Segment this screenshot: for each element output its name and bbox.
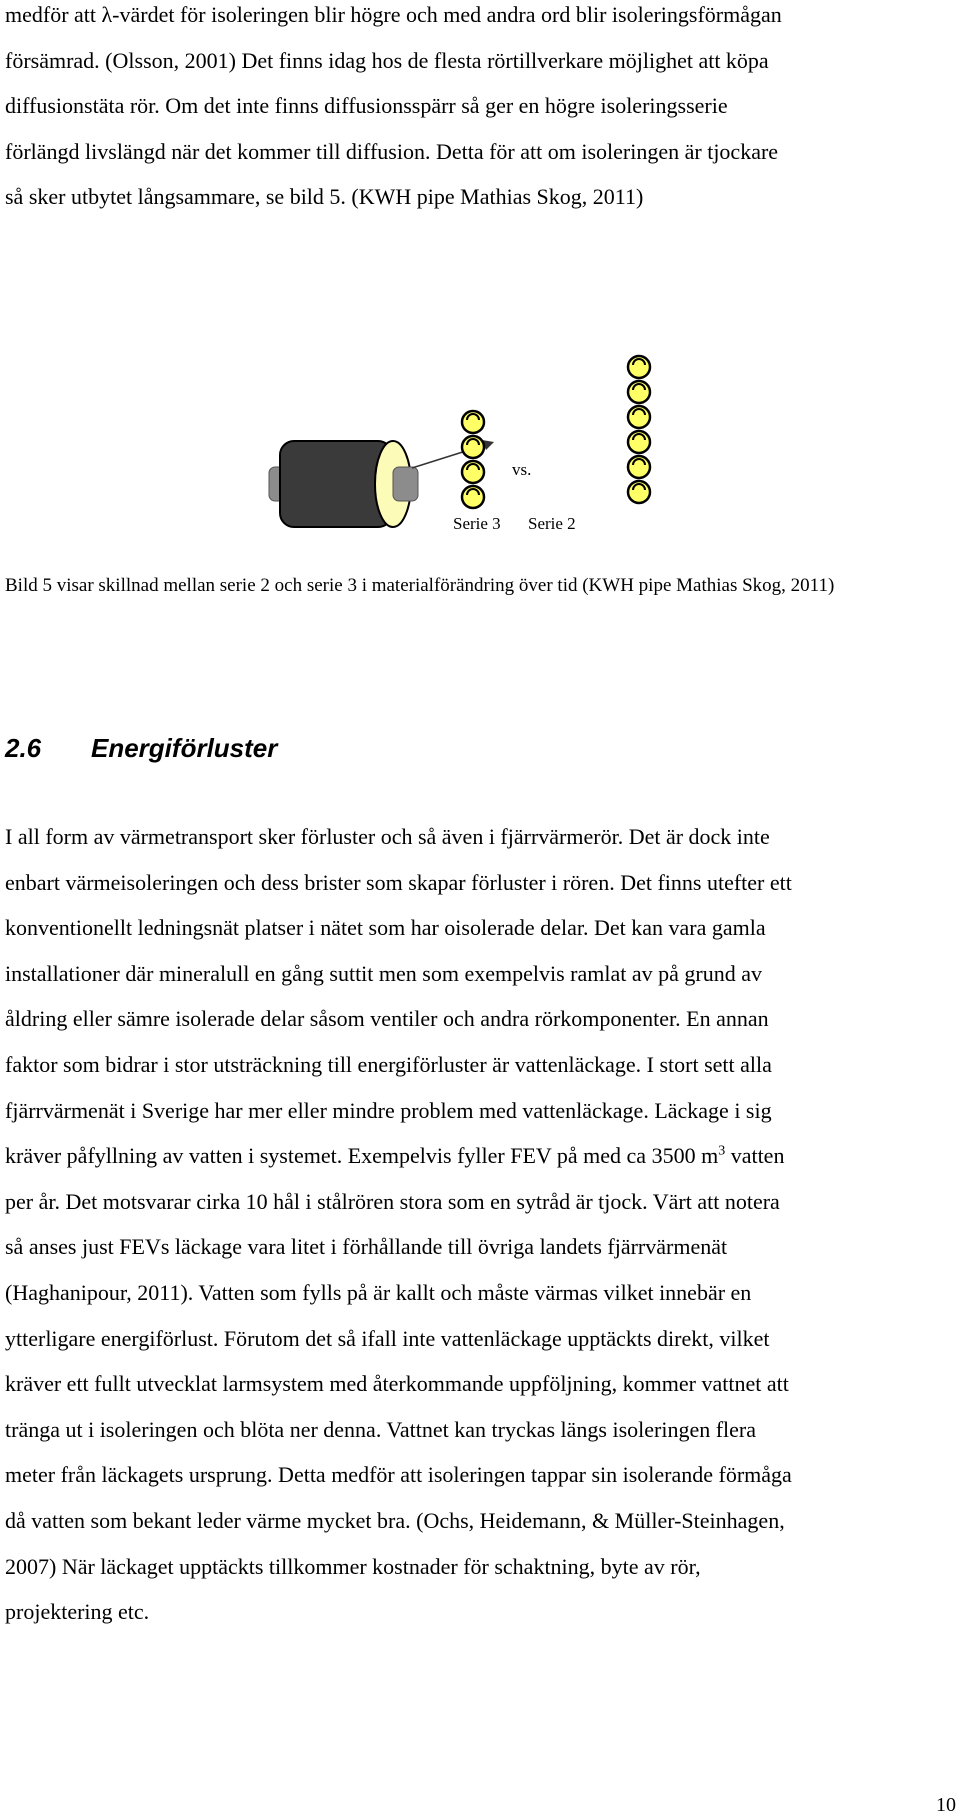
section-title: Energiförluster	[91, 733, 278, 763]
text-line: tränga ut i isoleringen och blöta ner denna. Vattnet kan tryckas längs isoleringen flera	[5, 1416, 757, 1442]
molecule-ball	[628, 381, 650, 403]
molecule-ball	[462, 486, 484, 508]
text-line-start: kräver påfyllning av vatten i systemet. Exempelvis fyller FEV på med ca 3500 m	[5, 1143, 719, 1169]
text-line: enbart värmeisoleringen och dess brister som skapar förluster i rören. Det finns utefter ett	[5, 869, 792, 895]
vs-label: vs.	[512, 460, 532, 479]
page-number: 10	[936, 1794, 956, 1816]
text-line: åldring eller sämre isolerade delar såsom ventiler och andra rörkomponenter. En annan	[5, 1006, 769, 1032]
molecule-ball	[628, 431, 650, 453]
text-line: meter från läckagets ursprung. Detta medför att isoleringen tappar sin isolerande förmåga	[5, 1462, 792, 1488]
molecule-ball	[628, 456, 650, 478]
pipe-diagram	[260, 340, 700, 540]
serie2-ball-column	[628, 356, 650, 503]
text-line: då vatten som bekant leder värme mycket bra. (Ochs, Heidemann, & Müller-Steinhagen,	[5, 1507, 785, 1533]
text-line: försämrad. (Olsson, 2001) Det finns idag hos de flesta rörtillverkare möjlighet att köpa	[5, 47, 769, 73]
text-line: faktor som bidrar i stor utsträckning till energiförluster är vattenläckage. I stort sett alla	[5, 1051, 772, 1077]
text-line: så anses just FEVs läckage vara litet i förhållande till övriga landets fjärrvärmenät	[5, 1234, 728, 1260]
serie3-label: Serie 3	[453, 514, 501, 533]
text-line-end: vatten	[725, 1143, 785, 1169]
text-line: konventionellt ledningsnät platser i nätet som har oisolerade delar. Det kan vara gamla	[5, 915, 766, 941]
text-line: förlängd livslängd när det kommer till diffusion. Detta för att om isoleringen är tjockare	[5, 138, 779, 164]
serie2-label: Serie 2	[528, 514, 576, 533]
text-line: 2007) När läckaget upptäckts tillkommer kostnader för schaktning, byte av rör,	[5, 1553, 701, 1579]
figure-caption: Bild 5 visar skillnad mellan serie 2 och serie 3 i materialförändring över tid (KWH pipe Mathias Skog, 2011)	[5, 575, 835, 596]
text-line	[5, 1133, 951, 1179]
section-heading	[5, 733, 277, 764]
text-line: kräver ett fullt utvecklat larmsystem med återkommande uppföljning, kommer vattnet att	[5, 1371, 789, 1397]
text-line: I all form av värmetransport sker förluster och så även i fjärrvärmerör. Det är dock inte	[5, 824, 770, 849]
pipe-core-right	[393, 467, 418, 501]
text-line: fjärrvärmenät i Sverige har mer eller mindre problem med vattenläckage. Läckage i sig	[5, 1097, 772, 1123]
serie3-ball-column	[462, 411, 484, 508]
text-line: projektering etc.	[5, 1599, 150, 1625]
text-line: diffusionstäta rör. Om det inte finns diffusionsspärr så ger en högre isoleringsserie	[5, 93, 728, 119]
molecule-ball	[628, 481, 650, 503]
text-line: (Haghanipour, 2011). Vatten som fylls på är kallt och måste värmas vilket innebär en	[5, 1279, 752, 1305]
text-line: installationer där mineralull en gång suttit men som exempelvis ramlat av på grund av	[5, 960, 762, 986]
superscript-exponent: 3	[718, 1143, 726, 1159]
text-line: per år. Det motsvarar cirka 10 hål i stålrören stora som en sytråd är tjock. Värt att notera	[5, 1188, 780, 1214]
molecule-ball	[462, 461, 484, 483]
molecule-ball	[628, 356, 650, 378]
text-line: medför att λ-värdet för isoleringen blir högre och med andra ord blir isoleringsförmågan	[5, 2, 782, 27]
molecule-ball	[462, 436, 484, 458]
molecule-ball	[628, 406, 650, 428]
figure-pipe-series-comparison	[260, 340, 700, 540]
body-paragraph	[5, 814, 951, 1635]
molecule-ball	[462, 411, 484, 433]
intro-paragraph	[5, 0, 951, 220]
text-line: så sker utbytet långsammare, se bild 5. (KWH pipe Mathias Skog, 2011)	[5, 184, 644, 210]
text-line: ytterligare energiförlust. Förutom det så ifall inte vattenläckage upptäckts direkt, vilket	[5, 1325, 770, 1351]
section-number: 2.6	[5, 733, 42, 763]
